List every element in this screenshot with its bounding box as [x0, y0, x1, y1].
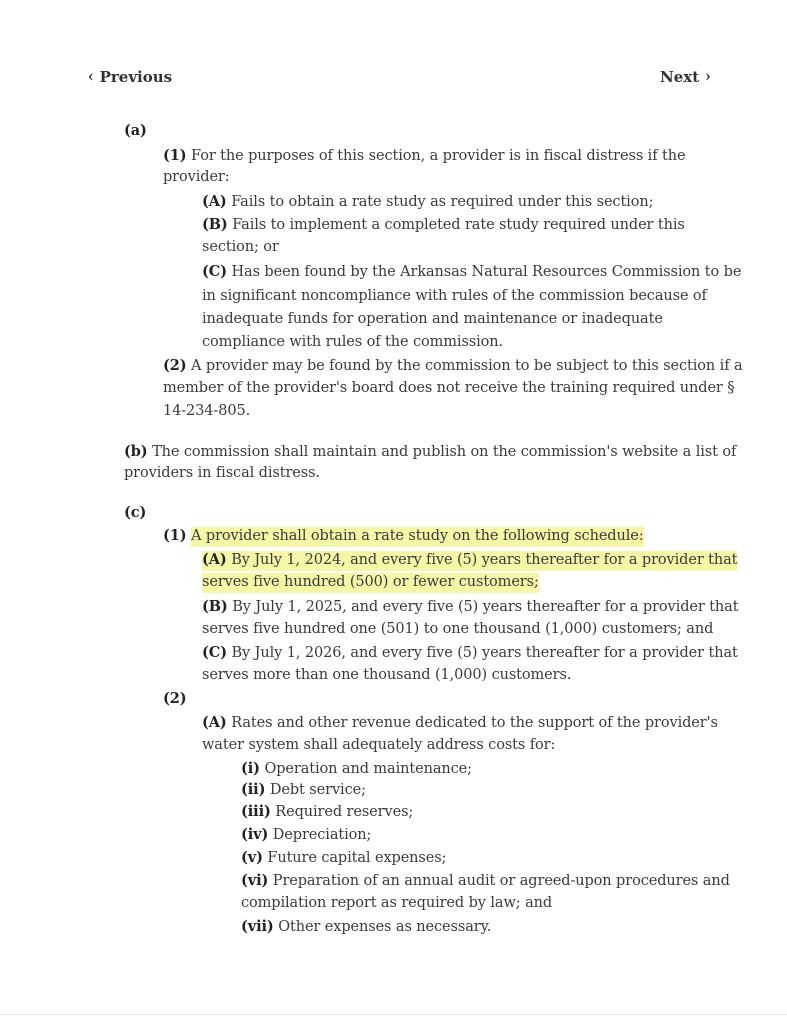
section-c1C-num: (C) — [202, 644, 227, 661]
section-a2-line-2: member of the provider's board does not receive the training required under § — [163, 380, 735, 396]
section-b-line-1 — [124, 442, 736, 462]
section-c1C-line-1 — [202, 643, 738, 663]
section-c2-num: (2) — [163, 690, 187, 707]
list-item — [241, 759, 472, 779]
section-a-label: (a) — [124, 122, 147, 139]
list-item-continuation: compilation report as required by law; and — [241, 895, 553, 911]
section-a1B-line-1 — [202, 215, 685, 235]
section-a2-num: (2) — [163, 357, 187, 374]
section-a2-text: A provider may be found by the commission to be subject to this section if a — [191, 358, 743, 374]
section-a2-line-1 — [163, 356, 743, 376]
list-item — [241, 780, 366, 800]
section-a1C-line-4: compliance with rules of the commission. — [202, 334, 504, 350]
previous-link[interactable] — [88, 68, 172, 86]
section-a1-line-2: provider: — [163, 169, 230, 185]
section-a1C-line-2: in significant noncompliance with rules of the commission because of — [202, 288, 707, 304]
list-item — [241, 917, 491, 937]
section-a1C-line-3: inadequate funds for operation and maintenance or inadequate — [202, 311, 663, 327]
section-a1B-num: (B) — [202, 216, 228, 233]
list-item-text: Future capital expenses; — [267, 850, 447, 866]
section-c1-text-highlighted: A provider shall obtain a rate study on the following schedule: — [191, 527, 644, 547]
list-item — [241, 871, 730, 891]
next-link[interactable] — [660, 68, 711, 86]
list-item — [241, 802, 413, 822]
list-item-num: (iv) — [241, 826, 269, 843]
list-item-text: Operation and maintenance; — [264, 761, 472, 777]
section-c1A-line-2 — [202, 573, 539, 592]
list-item-num: (vi) — [241, 872, 269, 889]
chevron-right-icon: › — [705, 67, 711, 87]
section-c1-line-1 — [163, 526, 644, 546]
section-c-label: (c) — [124, 504, 147, 521]
list-item-num: (i) — [241, 760, 260, 777]
section-c1B-num: (B) — [202, 598, 228, 615]
section-a1-text: For the purposes of this section, a provider is in fiscal distress if the — [191, 148, 686, 164]
section-b-text: The commission shall maintain and publish on the commission's website a list of — [152, 444, 737, 460]
section-c1A-text-2-highlighted: serves five hundred (500) or fewer customers; — [202, 573, 539, 593]
previous-label: Previous — [99, 68, 173, 86]
section-b-line-2: providers in fiscal distress. — [124, 465, 320, 481]
section-c1B-text: By July 1, 2025, and every five (5) years thereafter for a provider that — [232, 599, 739, 615]
section-c2A-text: Rates and other revenue dedicated to the support of the provider's — [231, 715, 718, 731]
page-bottom-divider — [0, 1014, 787, 1015]
section-c1A-num: (A) — [202, 551, 227, 568]
list-item-num: (v) — [241, 849, 263, 866]
section-a1A-line-1 — [202, 192, 653, 212]
section-a1C-text: Has been found by the Arkansas Natural Resources Commission to be — [231, 264, 742, 280]
section-c1C-line-2: serves more than one thousand (1,000) customers. — [202, 667, 572, 683]
list-item-num: (iii) — [241, 803, 271, 820]
section-c1-num: (1) — [163, 527, 187, 544]
section-a1B-line-2: section; or — [202, 239, 279, 255]
list-item-text: Preparation of an annual audit or agreed-upon procedures and — [272, 873, 730, 889]
next-label: Next — [660, 68, 700, 86]
section-c1B-line-2: serves five hundred one (501) to one thousand (1,000) customers; and — [202, 621, 714, 637]
section-a1-line-1 — [163, 146, 685, 166]
section-b-label: (b) — [124, 443, 148, 460]
section-c2A-line-1 — [202, 713, 718, 733]
list-item — [241, 848, 446, 868]
list-item-text: Debt service; — [269, 782, 366, 798]
section-a1A-text: Fails to obtain a rate study as required under this section; — [231, 194, 654, 210]
section-c2A-num: (A) — [202, 714, 227, 731]
section-a1A-num: (A) — [202, 193, 227, 210]
section-c1C-text: By July 1, 2026, and every five (5) years thereafter for a provider that — [231, 645, 738, 661]
section-c1A-line-1-highlight — [202, 551, 737, 571]
list-item-text: Depreciation; — [272, 827, 372, 843]
list-item-text: Other expenses as necessary. — [278, 919, 492, 935]
section-a1B-text: Fails to implement a completed rate study required under this — [232, 217, 685, 233]
section-c1B-line-1 — [202, 597, 738, 617]
section-c2A-line-2: water system shall adequately address costs for: — [202, 737, 556, 753]
section-c1A-text: By July 1, 2024, and every five (5) years thereafter for a provider that — [231, 552, 738, 568]
section-a1-num: (1) — [163, 147, 187, 164]
section-a1C-num: (C) — [202, 263, 227, 280]
list-item-num: (ii) — [241, 781, 266, 798]
section-a2-line-3: 14-234-805. — [163, 403, 251, 419]
section-a1C-line-1 — [202, 262, 741, 282]
list-item — [241, 825, 371, 845]
list-item-num: (vii) — [241, 918, 274, 935]
section-c1A-line-1 — [202, 550, 737, 570]
chevron-left-icon: ‹ — [88, 67, 94, 87]
list-item-text: Required reserves; — [275, 804, 414, 820]
